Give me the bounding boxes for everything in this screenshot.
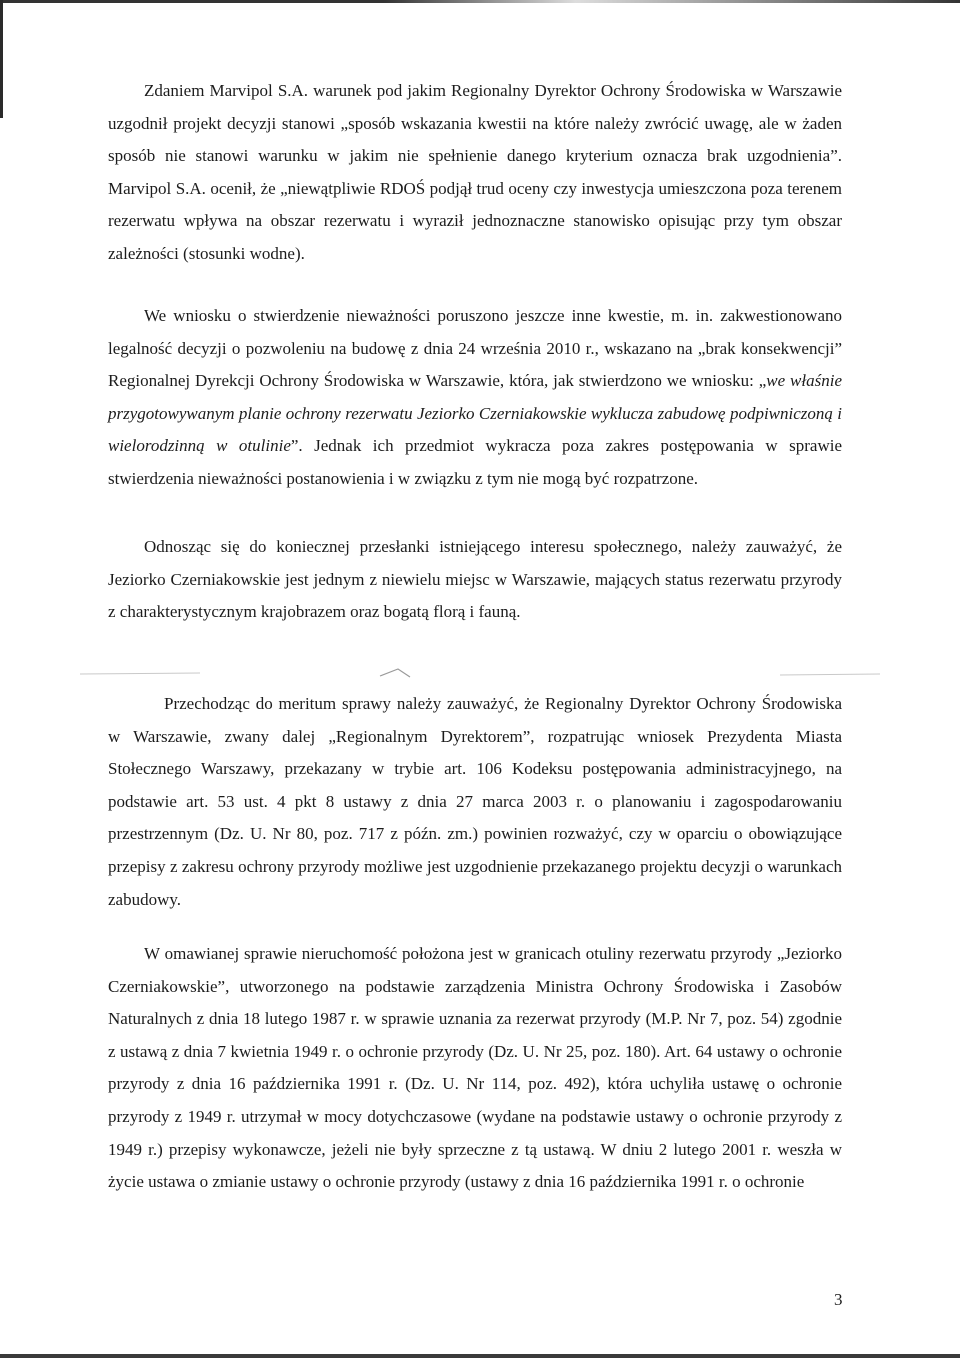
scan-top-edge — [0, 0, 960, 3]
paragraph-text — [108, 300, 842, 496]
paragraph-text: Odnosząc się do koniecznej przesłanki istniejącego interesu społecznego, należy zauważyć, że Jeziorko Czerniakowskie jest jednym z niewielu miejsc w Warszawie, mających status rezerwatu przyrody z charakterystycznym krajobrazem oraz bogatą florą i fauną. — [108, 537, 842, 622]
paragraph-public-interest — [108, 531, 842, 629]
paragraph-text: Przechodząc do meritum sprawy należy zauważyć, że Regionalny Dyrektor Ochrony Środowiska w Warszawie, zwany dalej „Regionalnym Dyrektorem”, rozpatrując wniosek Prezydenta Miasta Stołecznego Warszawy, przekazany w trybie art. 106 Kodeksu postępowania administracyjnego, na podstawie art. 53 ust. 4 pkt 8 ustawy z dnia 27 marca 2003 r. o planowaniu i zagospodarowaniu przestrzennym (Dz. U. Nr 80, poz. 717 z późn. zm.) powinien rozważyć, czy w oparciu o obowiązujące przepisy z zakresu ochrony przyrody możliwe jest uzgodnienie przekazanego projektu decyzji o warunkach zabudowy. — [108, 694, 842, 909]
scan-left-edge — [0, 0, 3, 118]
paragraph-text: W omawianej sprawie nieruchomość położona jest w granicach otuliny rezerwatu przyrody „Jeziorko Czerniakowskie”, utworzonego na podstawie zarządzenia Ministra Ochrony Środowiska i Zasobów Naturalnych z dnia 18 lutego 1987 r. w sprawie uznania za rezerwat przyrody (M.P. Nr 7, poz. 54) zgodnie z ustawą z dnia 7 kwietnia 1949 r. o ochronie przyrody (Dz. U. Nr 25, poz. 180). Art. 64 ustawy o ochronie przyrody z dnia 16 października 1991 r. (Dz. U. Nr 114, poz. 492), która uchyliła ustawę o ochronie przyrody z 1949 r. utrzymał w mocy dotychczasowe (wydane na podstawie ustawy o ochronie przyrody z 1949 r.) przepisy wykonawcze, jeżeli nie były sprzeczne z tą ustawą. W dniu 2 lutego 2001 r. weszła w życie ustawa o zmianie ustawy o ochronie przyrody (ustawy z dnia 16 października 1991 r. o ochronie — [108, 944, 842, 1192]
paragraph-text-before: We wniosku o stwierdzenie nieważności poruszono jeszcze inne kwestie, m. in. zakwestionowano legalność decyzji o pozwoleniu na budowę z dnia 24 września 2010 r., wskazano na „brak konsekwencji” Regionalnej Dyrekcji Ochrony Środowiska w Warszawie, która, jak stwierdzono we wniosku: „ — [108, 306, 842, 391]
paragraph-merits — [108, 688, 842, 916]
paragraph-marvipol-opinion — [108, 75, 842, 271]
paragraph-text-after: ”. Jednak ich przedmiot wykracza poza zakres postępowania w sprawie stwierdzenia nieważności postanowienia i w związku z tym nie mogą być rozpatrzone. — [108, 436, 843, 488]
page-number: 3 — [834, 1290, 843, 1309]
scan-bottom-edge — [0, 1354, 960, 1358]
paragraph-other-issues — [108, 300, 842, 496]
paragraph-legal-basis — [108, 938, 842, 1199]
scan-fold-mark — [80, 668, 900, 680]
paragraph-text: Zdaniem Marvipol S.A. warunek pod jakim Regionalny Dyrektor Ochrony Środowiska w Warszawie uzgodnił projekt decyzji stanowi „sposób wskazania kwestii na które należy zwrócić uwagę, ale w żaden sposób nie stanowi warunku w jakim nie spełnienie danego kryterium oznacza brak uzgodnienia”. Marvipol S.A. ocenił, że „niewątpliwie RDOŚ podjął trud oceny czy inwestycja umieszczona poza terenem rezerwatu wpływa na obszar rezerwatu i wyraził jednoznaczne stanowisko opisując przy tym obszar zależności (stosunki wodne). — [108, 81, 842, 263]
quoted-italic-text: we właśnie przygotowywanym planie ochrony rezerwatu Jeziorko Czerniakowskie wyklucza zabudowę podpiwniczoną i wielorodzinną w otulinie — [108, 371, 842, 456]
